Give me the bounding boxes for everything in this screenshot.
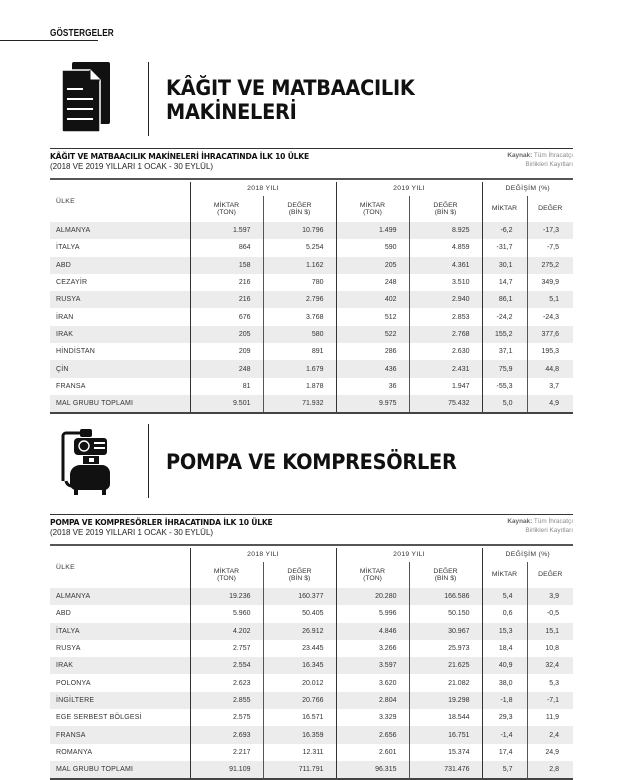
cell-change-qty: 5,4: [482, 588, 527, 605]
header-value-unit: (BİN $): [288, 575, 311, 582]
pump-compressor-icon: [60, 426, 112, 496]
cell-country: İNGİLTERE: [50, 692, 190, 709]
cell-qty-2019: 2.656: [336, 726, 409, 743]
cell-change-value: -24,3: [527, 308, 573, 325]
header-year-2019: 2019 YILI: [336, 182, 482, 196]
table-header-rule: [50, 544, 573, 546]
cell-qty-2019: 3.329: [336, 709, 409, 726]
section-header-paper-machinery: [60, 62, 480, 142]
table-row: [50, 360, 573, 377]
section-title: [166, 76, 415, 124]
cell-value-2018: 3.768: [263, 308, 336, 325]
table-subtitle: (2018 VE 2019 YILLARI 1 OCAK - 30 EYLÜL): [50, 528, 214, 537]
header-qty-2019: [336, 196, 409, 222]
cell-change-value: 2,8: [527, 761, 573, 778]
section-title-line-2: MAKİNELERİ: [166, 100, 297, 124]
table-row: [50, 692, 573, 709]
cell-value-2019: 2.431: [409, 360, 482, 377]
cell-qty-2018: 158: [190, 257, 263, 274]
cell-qty-2019: 286: [336, 343, 409, 360]
cell-change-value: 32,4: [527, 657, 573, 674]
cell-value-2019: 21.082: [409, 674, 482, 691]
section-divider: [148, 424, 149, 498]
header-country: ÜLKE: [56, 564, 75, 572]
header-qty-2019: [336, 562, 409, 588]
header-qty-label: MİKTAR: [213, 201, 240, 209]
cell-value-2019: 15.374: [409, 744, 482, 761]
cell-qty-2018: 4.202: [190, 623, 263, 640]
cell-value-2018: 20.012: [263, 674, 336, 691]
cell-value-2019: 21.625: [409, 657, 482, 674]
header-change-qty-label: MİKTAR: [491, 571, 518, 579]
header-qty-2018: [190, 196, 263, 222]
cell-value-2019: 3.510: [409, 274, 482, 291]
section-title: [166, 450, 457, 474]
cell-change-qty: 86,1: [482, 291, 527, 308]
table-row: [50, 744, 573, 761]
cell-qty-2019: 1.499: [336, 222, 409, 239]
header-value-2019: [409, 196, 482, 222]
section-title-line-1: POMPA VE KOMPRESÖRLER: [166, 450, 457, 474]
header-value-unit: (BİN $): [434, 575, 457, 582]
cell-qty-2019: 590: [336, 239, 409, 256]
cell-change-qty: -6,2: [482, 222, 527, 239]
cell-change-value: 4,9: [527, 395, 573, 412]
header-value-label: DEĞER: [433, 567, 458, 575]
cell-change-qty: -31,7: [482, 239, 527, 256]
header-change: DEĞİŞİM (%): [482, 182, 573, 196]
cell-change-qty: 30,1: [482, 257, 527, 274]
cell-country: HİNDİSTAN: [50, 343, 190, 360]
table-row: [50, 378, 573, 395]
header-change-qty-label: MİKTAR: [491, 205, 518, 213]
header-value-2018: [263, 562, 336, 588]
header-change-value: [527, 196, 573, 222]
header-qty-unit: (TON): [217, 575, 236, 582]
cell-value-2018: 20.766: [263, 692, 336, 709]
cell-country: RUSYA: [50, 640, 190, 657]
cell-value-2019: 2.630: [409, 343, 482, 360]
cell-qty-2018: 2.757: [190, 640, 263, 657]
table-total-row: [50, 761, 573, 778]
cell-value-2019: 8.925: [409, 222, 482, 239]
cell-qty-2018: 91.109: [190, 761, 263, 778]
cell-value-2018: 26.912: [263, 623, 336, 640]
header-value-label: DEĞER: [287, 201, 312, 209]
cell-change-value: 5,1: [527, 291, 573, 308]
header-qty-label: MİKTAR: [359, 201, 386, 209]
cell-change-value: 11,9: [527, 709, 573, 726]
cell-value-2019: 50.150: [409, 605, 482, 622]
cell-change-value: 10,8: [527, 640, 573, 657]
table-top-rule: [50, 514, 573, 515]
cell-value-2018: 50.405: [263, 605, 336, 622]
documents-icon: [60, 62, 112, 132]
cell-country: İTALYA: [50, 239, 190, 256]
cell-change-value: 349,9: [527, 274, 573, 291]
cell-qty-2019: 3.266: [336, 640, 409, 657]
data-table: [50, 182, 573, 412]
cell-qty-2018: 209: [190, 343, 263, 360]
cell-qty-2018: 216: [190, 274, 263, 291]
table-title: POMPA VE KOMPRESÖRLER İHRACATINDA İLK 10 ÜLKE: [50, 518, 273, 527]
page-section-label: GÖSTERGELER: [50, 28, 114, 39]
cell-change-qty: 0,6: [482, 605, 527, 622]
cell-change-value: -7,5: [527, 239, 573, 256]
cell-value-2019: 731.476: [409, 761, 482, 778]
cell-change-value: 24,9: [527, 744, 573, 761]
cell-qty-2019: 5.996: [336, 605, 409, 622]
cell-qty-2019: 2.601: [336, 744, 409, 761]
cell-value-2018: 10.796: [263, 222, 336, 239]
table-row: [50, 343, 573, 360]
cell-qty-2018: 2.855: [190, 692, 263, 709]
table-row: [50, 726, 573, 743]
cell-change-value: 275,2: [527, 257, 573, 274]
cell-value-2019: 75.432: [409, 395, 482, 412]
header-qty-unit: (TON): [363, 209, 382, 216]
cell-change-qty: 15,3: [482, 623, 527, 640]
cell-qty-2019: 36: [336, 378, 409, 395]
cell-value-2018: 891: [263, 343, 336, 360]
table-row: [50, 308, 573, 325]
header-value-2018: [263, 196, 336, 222]
cell-change-qty: 37,1: [482, 343, 527, 360]
table-row: [50, 657, 573, 674]
header-value-2019: [409, 562, 482, 588]
cell-qty-2018: 248: [190, 360, 263, 377]
cell-value-2019: 19.298: [409, 692, 482, 709]
header-value-unit: (BİN $): [434, 209, 457, 216]
cell-change-value: -17,3: [527, 222, 573, 239]
cell-value-2018: 580: [263, 326, 336, 343]
cell-change-value: 3,7: [527, 378, 573, 395]
cell-value-2018: 5.254: [263, 239, 336, 256]
cell-qty-2018: 19.236: [190, 588, 263, 605]
cell-qty-2018: 2.554: [190, 657, 263, 674]
header-row-years: [50, 182, 573, 196]
cell-country: FRANSA: [50, 378, 190, 395]
cell-value-2018: 12.311: [263, 744, 336, 761]
cell-qty-2018: 676: [190, 308, 263, 325]
cell-change-qty: -1,4: [482, 726, 527, 743]
cell-value-2018: 2.796: [263, 291, 336, 308]
cell-qty-2019: 20.280: [336, 588, 409, 605]
table-row: [50, 274, 573, 291]
table-row: [50, 605, 573, 622]
cell-country: FRANSA: [50, 726, 190, 743]
cell-value-2018: 1.878: [263, 378, 336, 395]
header-year-2018: 2018 YILI: [190, 182, 336, 196]
cell-value-2019: 2.940: [409, 291, 482, 308]
cell-value-2019: 18.544: [409, 709, 482, 726]
header-change-qty: [482, 562, 527, 588]
cell-value-2019: 2.853: [409, 308, 482, 325]
table-source: [507, 518, 573, 535]
header-qty-label: MİKTAR: [213, 567, 240, 575]
data-table: [50, 548, 573, 778]
cell-value-2018: 16.345: [263, 657, 336, 674]
header-change-value-label: DEĞER: [538, 205, 563, 213]
cell-change-qty: 38,0: [482, 674, 527, 691]
cell-change-qty: -24,2: [482, 308, 527, 325]
cell-change-value: 2,4: [527, 726, 573, 743]
header-qty-2018: [190, 562, 263, 588]
cell-country: İRAN: [50, 308, 190, 325]
cell-change-qty: 14,7: [482, 274, 527, 291]
table-block-paper-machinery: [50, 148, 573, 408]
cell-value-2019: 1.947: [409, 378, 482, 395]
cell-qty-2019: 9.975: [336, 395, 409, 412]
cell-value-2018: 1.162: [263, 257, 336, 274]
cell-country: ÇİN: [50, 360, 190, 377]
cell-country: MAL GRUBU TOPLAMI: [50, 395, 190, 412]
table-row: [50, 239, 573, 256]
cell-change-value: 15,1: [527, 623, 573, 640]
cell-qty-2018: 5.960: [190, 605, 263, 622]
cell-change-value: 44,8: [527, 360, 573, 377]
table-header-rule: [50, 178, 573, 180]
table-row: [50, 674, 573, 691]
cell-country: ALMANYA: [50, 588, 190, 605]
cell-qty-2019: 4.846: [336, 623, 409, 640]
cell-qty-2018: 9.501: [190, 395, 263, 412]
section-divider: [148, 62, 149, 136]
table-row: [50, 623, 573, 640]
cell-country: IRAK: [50, 326, 190, 343]
cell-value-2019: 4.859: [409, 239, 482, 256]
header-value-label: DEĞER: [287, 567, 312, 575]
cell-value-2019: 25.973: [409, 640, 482, 657]
table-subtitle: (2018 VE 2019 YILLARI 1 OCAK - 30 EYLÜL): [50, 162, 214, 171]
header-row-years: [50, 548, 573, 562]
table-row: [50, 257, 573, 274]
source-label: Kaynak:: [507, 152, 533, 159]
header-qty-unit: (TON): [217, 209, 236, 216]
cell-qty-2018: 2.575: [190, 709, 263, 726]
cell-qty-2019: 96.315: [336, 761, 409, 778]
cell-country: IRAK: [50, 657, 190, 674]
cell-change-value: -0,5: [527, 605, 573, 622]
cell-value-2018: 1.679: [263, 360, 336, 377]
cell-change-value: 3,9: [527, 588, 573, 605]
cell-change-qty: 155,2: [482, 326, 527, 343]
section-title-line-1: KÂĞIT VE MATBAACILIK: [166, 76, 415, 100]
cell-qty-2018: 1.597: [190, 222, 263, 239]
cell-qty-2018: 2.693: [190, 726, 263, 743]
cell-qty-2018: 81: [190, 378, 263, 395]
table-row: [50, 222, 573, 239]
table-row: [50, 588, 573, 605]
table-bottom-rule: [50, 412, 573, 414]
cell-qty-2018: 2.217: [190, 744, 263, 761]
cell-qty-2019: 2.804: [336, 692, 409, 709]
cell-qty-2019: 3.620: [336, 674, 409, 691]
header-change-value-label: DEĞER: [538, 571, 563, 579]
header-value-label: DEĞER: [433, 201, 458, 209]
cell-country: RUSYA: [50, 291, 190, 308]
header-qty-label: MİKTAR: [359, 567, 386, 575]
cell-value-2018: 16.571: [263, 709, 336, 726]
cell-value-2018: 71.932: [263, 395, 336, 412]
cell-value-2019: 2.768: [409, 326, 482, 343]
header-value-unit: (BİN $): [288, 209, 311, 216]
source-line-1: Tüm İhracatçı: [533, 152, 573, 159]
cell-value-2018: 780: [263, 274, 336, 291]
cell-change-qty: 5,7: [482, 761, 527, 778]
cell-country: MAL GRUBU TOPLAMI: [50, 761, 190, 778]
cell-qty-2018: 216: [190, 291, 263, 308]
source-line-1: Tüm İhracatçı: [533, 518, 573, 525]
cell-country: ALMANYA: [50, 222, 190, 239]
cell-qty-2019: 3.597: [336, 657, 409, 674]
cell-value-2018: 160.377: [263, 588, 336, 605]
cell-qty-2019: 248: [336, 274, 409, 291]
cell-qty-2019: 512: [336, 308, 409, 325]
cell-change-qty: 40,9: [482, 657, 527, 674]
cell-qty-2018: 864: [190, 239, 263, 256]
cell-change-qty: 18,4: [482, 640, 527, 657]
source-label: Kaynak:: [507, 518, 533, 525]
cell-change-qty: 29,3: [482, 709, 527, 726]
cell-value-2019: 16.751: [409, 726, 482, 743]
cell-qty-2018: 2.623: [190, 674, 263, 691]
table-total-row: [50, 395, 573, 412]
cell-qty-2019: 402: [336, 291, 409, 308]
cell-country: İTALYA: [50, 623, 190, 640]
cell-qty-2019: 205: [336, 257, 409, 274]
table-row: [50, 326, 573, 343]
cell-country: POLONYA: [50, 674, 190, 691]
section-header-pumps-compressors: [60, 424, 480, 504]
header-country: ÜLKE: [56, 198, 75, 206]
cell-change-value: 195,3: [527, 343, 573, 360]
source-line-2: Birlikleri Kayıtları: [525, 160, 573, 168]
table-row: [50, 640, 573, 657]
cell-value-2018: 23.445: [263, 640, 336, 657]
page-header-rule: [0, 40, 98, 41]
cell-value-2018: 16.359: [263, 726, 336, 743]
header-year-2019: 2019 YILI: [336, 548, 482, 562]
cell-country: ABD: [50, 257, 190, 274]
table-title: KÂĞIT VE MATBAACILIK MAKİNELERİ İHRACATINDA İLK 10 ÜLKE: [50, 152, 309, 161]
cell-change-qty: -1,8: [482, 692, 527, 709]
cell-change-qty: 75,9: [482, 360, 527, 377]
header-qty-unit: (TON): [363, 575, 382, 582]
table-row: [50, 291, 573, 308]
cell-country: ABD: [50, 605, 190, 622]
cell-qty-2019: 436: [336, 360, 409, 377]
table-top-rule: [50, 148, 573, 149]
table-source: [507, 152, 573, 169]
cell-qty-2019: 522: [336, 326, 409, 343]
cell-country: CEZAYİR: [50, 274, 190, 291]
table-row: [50, 709, 573, 726]
cell-value-2019: 4.361: [409, 257, 482, 274]
cell-change-value: -7,1: [527, 692, 573, 709]
cell-value-2018: 711.791: [263, 761, 336, 778]
cell-change-value: 5,3: [527, 674, 573, 691]
cell-change-value: 377,6: [527, 326, 573, 343]
cell-change-qty: -55,3: [482, 378, 527, 395]
header-change-qty: [482, 196, 527, 222]
source-line-2: Birlikleri Kayıtları: [525, 526, 573, 534]
cell-country: ROMANYA: [50, 744, 190, 761]
cell-value-2019: 166.586: [409, 588, 482, 605]
cell-qty-2018: 205: [190, 326, 263, 343]
header-change-value: [527, 562, 573, 588]
cell-change-qty: 5,0: [482, 395, 527, 412]
header-change: DEĞİŞİM (%): [482, 548, 573, 562]
table-block-pumps-compressors: [50, 514, 573, 776]
cell-country: EGE SERBEST BÖLGESİ: [50, 709, 190, 726]
header-year-2018: 2018 YILI: [190, 548, 336, 562]
cell-value-2019: 30.967: [409, 623, 482, 640]
cell-change-qty: 17,4: [482, 744, 527, 761]
